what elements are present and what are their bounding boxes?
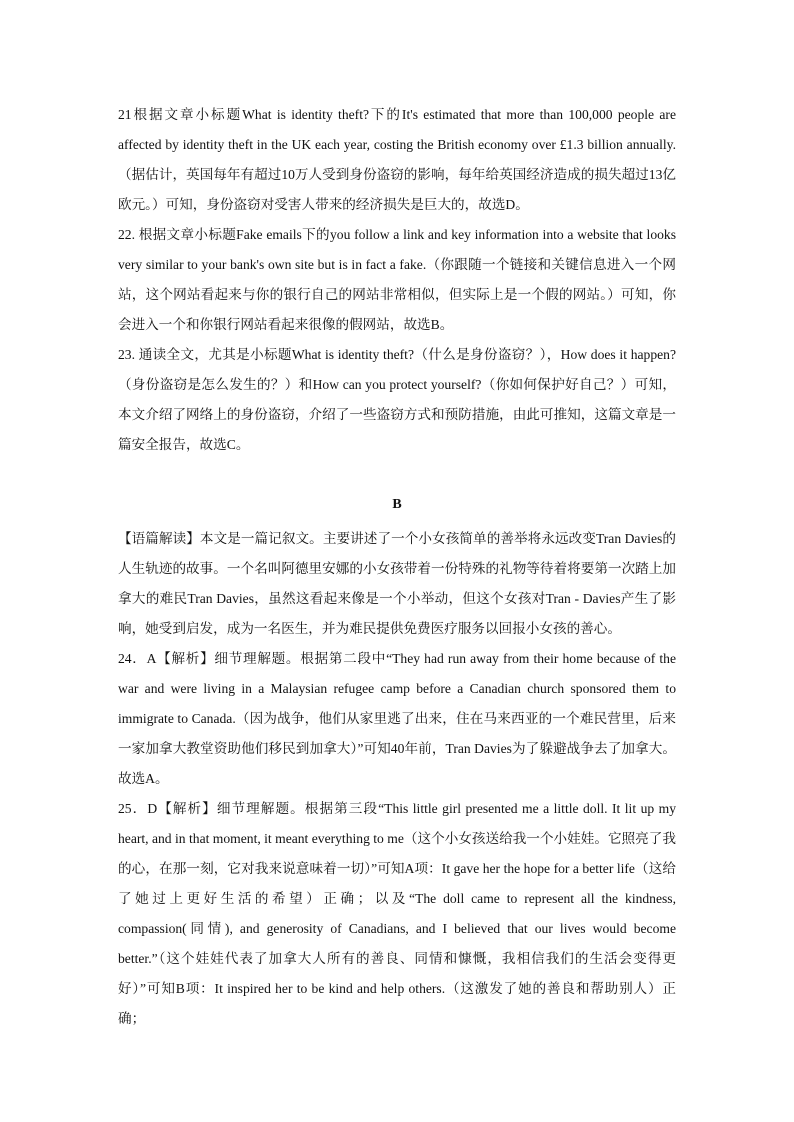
- passage-summary: 【语篇解读】本文是一篇记叙文。主要讲述了一个小女孩简单的善举将永远改变Tran Davies的人生轨迹的故事。一个名叫阿德里安娜的小女孩带着一份特殊的礼物等待着将要第一次踏上加拿大的难民Tran Davies，虽然这看起来像是一个小举动，但这个女孩对Tran - Davies产生了影响，她受到启发，成为一名医生，并为难民提供免费医疗服务以回报小女孩的善心。: [118, 531, 676, 636]
- explanation-q25: 25．D【解析】细节理解题。根据第三段“This little girl presented me a little doll. It lit up my heart, and in that moment, it meant everything to me（这个小女孩送给我一个小娃娃。它照亮了我的心，在那一刻，它对我来说意味着一切）”可知A项：It gave her the hope for a better life（这给了她过上更好生活的希望）正确；以及“The doll came to represent all the kindness, compassion(同情), and generosity of Canadians, and I believed that our lives would become better.”（这个娃娃代表了加拿大人所有的善良、同情和慷慨，我相信我们的生活会变得更好）”可知B项：It inspired her to be kind and help others.（这激发了她的善良和帮助别人）正确；: [118, 801, 676, 1026]
- explanation-q24: 24．A【解析】细节理解题。根据第二段中“They had run away from their home because of the war and were living in a Malaysian refugee camp before a Canadian church sponsored them to immigrate to Canada.（因为战争，他们从家里逃了出来，住在马来西亚的一个难民营里，后来一家加拿大教堂资助他们移民到加拿大）”可知40年前，Tran Davies为了躲避战争去了加拿大。故选A。: [118, 651, 676, 786]
- explanation-q21: 21根据文章小标题What is identity theft?下的It's estimated that more than 100,000 people are affected by identity theft in the UK each year, costing the British economy over £1.3 billion annually.（据估计，英国每年有超过10万人受到身份盗窃的影响，每年给英国经济造成的损失超过13亿欧元。）可知，身份盗窃对受害人带来的经济损失是巨大的，故选D。: [118, 107, 676, 212]
- answer-explanations: [118, 100, 676, 1034]
- explanation-q22: 22. 根据文章小标题Fake emails下的you follow a link and key information into a website that looks very similar to your bank's own site but is in fact a fake.（你跟随一个链接和关键信息进入一个网站，这个网站看起来与你的银行自己的网站非常相似，但实际上是一个假的网站。）可知，你会进入一个和你银行网站看起来很像的假网站，故选B。: [118, 227, 676, 332]
- section-b-heading: B: [392, 497, 402, 512]
- explanation-q23: 23. 通读全文，尤其是小标题What is identity theft?（什么是身份盗窃？），How does it happen?（身份盗窃是怎么发生的？）和How can you protect yourself?（你如何保护好自己？）可知，本文介绍了网络上的身份盗窃，介绍了一些盗窃方式和预防措施，由此可推知，这篇文章是一篇安全报告，故选C。: [118, 347, 676, 452]
